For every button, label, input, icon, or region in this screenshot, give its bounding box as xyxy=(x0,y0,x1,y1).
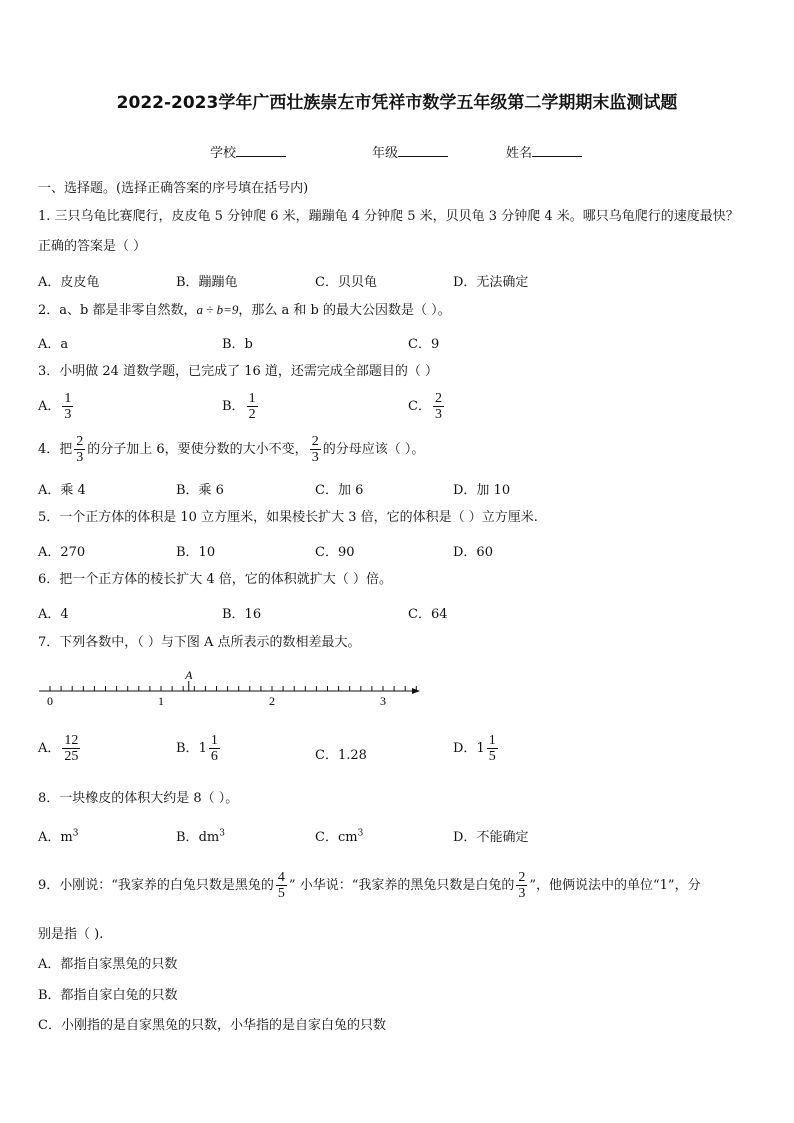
q8-text: 8．一块橡皮的体积大约是 8（ ）。 xyxy=(38,791,239,806)
q5-option-b: B．10 xyxy=(176,545,216,560)
q7-option-d: D．1 $\frac{1}{5}$ xyxy=(453,733,496,764)
q9-text-line1: 9．小刚说：“我家养的白兔只数是黑兔的 $\frac{4}{5}$ ” 小华说：“我家养的黑兔只数是白兔的 $\frac{2}{3}$ ”，他俩说法中的单位“1”，分 xyxy=(38,870,701,901)
q8-option-b: B．$dm^3$ xyxy=(176,828,225,845)
number-line xyxy=(36,668,436,708)
q9-option-a: A．都指自家黑兔的只数 xyxy=(38,957,178,972)
q2-text xyxy=(38,302,451,319)
number-line-ticks xyxy=(50,686,416,691)
q5-option-c: C．90 xyxy=(315,545,355,560)
q8-option-c: C．$cm^3$ xyxy=(315,828,364,845)
q1-option-c: C．贝贝龟 xyxy=(315,275,377,290)
q9-option-b: B．都指自家白兔的只数 xyxy=(38,988,178,1003)
number-line-label: 0 xyxy=(47,694,53,708)
q2-option-c: C．9 xyxy=(408,337,440,352)
q1-text-line1: 1. 三只乌龟比赛爬行，皮皮龟 5 分钟爬 6 米，蹦蹦龟 4 分钟爬 5 米，贝贝龟 3 分钟爬 4 米。哪只乌龟爬行的速度最快？ xyxy=(38,209,739,224)
q2-option-b: B．b xyxy=(222,337,253,352)
q4-text: 4．把 $\frac{2}{3}$ 的分子加上 6，要使分数的大小不变， $\frac{2}{3}$ 的分母应该（ ）。 xyxy=(38,434,425,465)
fraction: $\frac{1}{5}$ xyxy=(488,733,496,764)
q9-option-c: C．小刚指的是自家黑兔的只数，小华指的是自家白兔的只数 xyxy=(38,1018,386,1033)
fraction: $\frac{12}{25}$ xyxy=(64,733,79,764)
school-label: 学校 xyxy=(210,146,237,161)
fraction: $\frac{2}{3}$ xyxy=(518,870,526,901)
name-label: 姓名 xyxy=(506,146,533,161)
grade-field xyxy=(372,142,448,161)
number-line-labels xyxy=(47,694,386,708)
name-field xyxy=(506,142,582,161)
school-field xyxy=(210,142,286,161)
number-line-label: 2 xyxy=(269,694,275,708)
q6-option-b: B．16 xyxy=(222,607,262,622)
point-a-label: A xyxy=(185,668,193,682)
fraction: $\frac{4}{5}$ xyxy=(277,870,285,901)
number-line-label: 3 xyxy=(380,694,386,708)
grade-label: 年级 xyxy=(372,146,399,161)
q7-text: 7．下列各数中，（ ）与下图 A 点所表示的数相差最大。 xyxy=(38,635,361,650)
grade-blank xyxy=(398,144,448,157)
q2-expression: a ÷ b=9 xyxy=(196,302,239,317)
q5-text: 5．一个正方体的体积是 10 立方厘米，如果棱长扩大 3 倍，它的体积是（ ）立方厘米. xyxy=(38,510,538,525)
q9-text-line2: 别是指（ ). xyxy=(38,927,104,942)
q8-option-a: A．$m^3$ xyxy=(38,828,79,845)
q1-option-d: D．无法确定 xyxy=(453,275,529,290)
q7-option-b: B．1 $\frac{1}{6}$ xyxy=(176,733,218,764)
q1-option-a: A．皮皮龟 xyxy=(38,275,100,290)
q3-option-b: B． $\frac{1}{2}$ xyxy=(222,391,256,422)
q4-option-c: C．加 6 xyxy=(315,483,364,498)
fraction: $\frac{1}{3}$ xyxy=(64,391,72,422)
q6-text: 6．把一个正方体的棱长扩大 4 倍，它的体积就扩大（ ）倍。 xyxy=(38,572,392,587)
fraction: $\frac{2}{3}$ xyxy=(311,434,319,465)
q7-option-c: C．1.28 xyxy=(315,748,367,763)
fraction: $\frac{2}{3}$ xyxy=(434,391,442,422)
section-heading: 一、选择题。(选择正确答案的序号填在括号内) xyxy=(38,181,309,196)
q6-option-a: A．4 xyxy=(38,607,69,622)
q2-option-a: A．a xyxy=(38,337,69,352)
number-line-label: 1 xyxy=(158,694,164,708)
page-title: 2022-2023学年广西壮族崇左市凭祥市数学五年级第二学期期末监测试题 xyxy=(116,93,678,113)
q3-option-c: C． $\frac{2}{3}$ xyxy=(408,391,442,422)
q3-option-a: A． $\frac{1}{3}$ xyxy=(38,391,72,422)
q4-option-a: A．乘 4 xyxy=(38,483,86,498)
q2-post: ，那么 a 和 b 的最大公因数是（ ）。 xyxy=(238,303,451,318)
school-blank xyxy=(236,144,286,157)
fraction: $\frac{1}{6}$ xyxy=(210,733,218,764)
q4-option-d: D．加 10 xyxy=(453,483,511,498)
q5-option-a: A．270 xyxy=(38,545,86,560)
q4-option-b: B．乘 6 xyxy=(176,483,224,498)
q8-option-d: D．不能确定 xyxy=(453,830,529,845)
q1-text-line2: 正确的答案是（ ） xyxy=(38,239,147,254)
q6-option-c: C．64 xyxy=(408,607,448,622)
q3-text: 3．小明做 24 道数学题，已完成了 16 道，还需完成全部题目的（ ） xyxy=(38,364,439,379)
fraction: $\frac{1}{2}$ xyxy=(248,391,256,422)
q2-pre: 2．a、b 都是非零自然数， xyxy=(38,303,197,318)
q1-option-b: B．蹦蹦龟 xyxy=(176,275,238,290)
q7-option-a: A． $\frac{12}{25}$ xyxy=(38,733,79,764)
fraction: $\frac{2}{3}$ xyxy=(76,434,84,465)
q5-option-d: D．60 xyxy=(453,545,493,560)
name-blank xyxy=(532,144,582,157)
